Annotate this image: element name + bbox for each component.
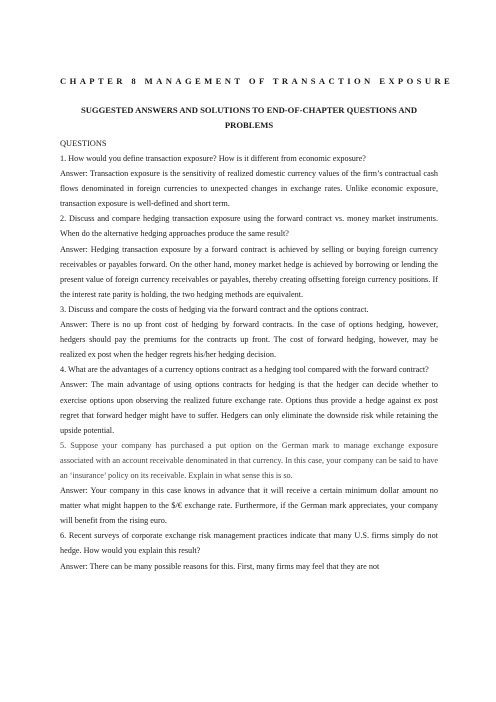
answer-2: Answer: Hedging transaction exposure by a forward contract is achieved by selling or buying foreign currency receivables or payables forward. On the other hand, money market hedge is achieved by borrowing or lending the present value of foreign currency receivables or payables, thereby creating offsetting foreign currency positions. If the interest rate parity is holding, the two hedging methods are equivalent. (60, 244, 438, 299)
question-6: 6. Recent surveys of corporate exchange risk management practices indicate that many U.S. firms simply do not hedge. How would you explain this result? (60, 531, 438, 556)
answer-1: Answer: Transaction exposure is the sensitivity of realized domestic currency values of the firm’s contractual cash flows denominated in foreign currencies to unexpected changes in exchange rates. Unlike economic exposure, transaction exposure is well-defined and short term. (60, 169, 438, 209)
question-3: 3. Discuss and compare the costs of hedging via the forward contract and the options contract. (60, 304, 369, 314)
answer-6: Answer: There can be many possible reasons for this. First, many firms may feel that they are not (60, 561, 380, 571)
answer-5: Answer: Your company in this case knows in advance that it will receive a certain minimum dollar amount no matter what might happen to the $/€ exchange rate. Furthermore, if the German mark appreciates, your company will benefit from the rising euro. (60, 486, 438, 526)
question-5: 5. Suppose your company has purchased a put option on the German mark to manage exchange exposure associated with an account receivable denominated in that currency. In this case, your company can be said to have an ‘insurance’ policy on its receivable. Explain in what sense this is so. (60, 440, 438, 480)
question-1: 1. How would you define transaction exposure? How is it different from economic exposure? (60, 154, 366, 163)
question-2: 2. Discuss and compare hedging transaction exposure using the forward contract vs. money market instruments. When do the alternative hedging approaches produce the same result? (60, 214, 438, 239)
answer-4: Answer: The main advantage of using options contracts for hedging is that the hedger can decide whether to exercise options upon observing the realized future exchange rate. Options thus provide a hedge against ex post regret that forward hedger might have to suffer. Hedgers can only eliminate the downside risk while retaining the upside potential. (60, 380, 438, 435)
document-subtitle: SUGGESTED ANSWERS AND SOLUTIONS TO END-OF-CHAPTER QUESTIONS AND PROBLEMS (80, 105, 418, 130)
document-content (60, 76, 454, 574)
answer-3: Answer: There is no up front cost of hedging by forward contracts. In the case of options hedging, however, hedgers should pay the premiums for the contracts up front. The cost of forward hedging, however, may be realized ex post when the hedger regrets his/her hedging decision. (60, 320, 438, 360)
question-4: 4. What are the advantages of a currency options contract as a hedging tool compared with the forward contract? (60, 365, 429, 375)
section-heading: QUESTIONS (60, 139, 107, 148)
chapter-title: CHAPTER 8 MANAGEMENT OF TRANSACTION EXPOSURE (60, 76, 454, 86)
